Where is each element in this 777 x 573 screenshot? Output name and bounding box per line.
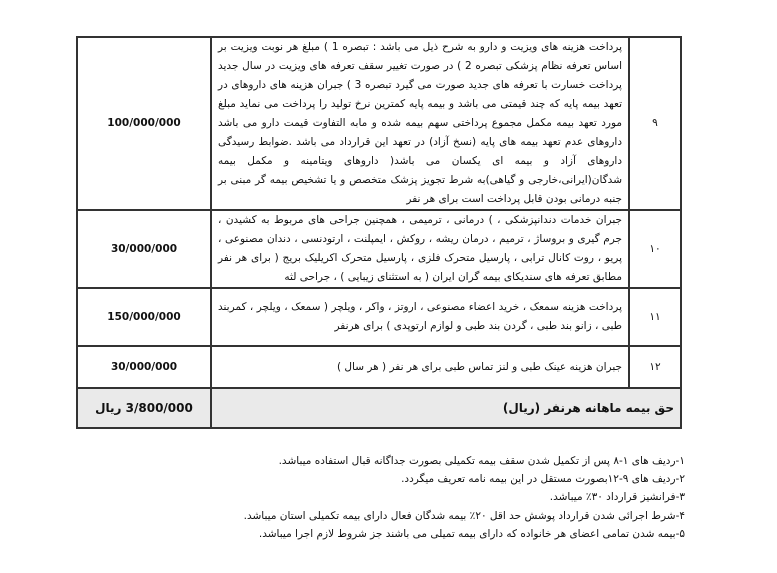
coverage-table xyxy=(76,36,682,429)
notes-list xyxy=(125,452,685,543)
table-row xyxy=(77,346,681,388)
table-row xyxy=(77,288,681,346)
row-number: ۱۲ xyxy=(629,346,681,388)
table-row xyxy=(77,37,681,210)
row-number: ۹ xyxy=(629,37,681,210)
note-item: ۱-ردیف های ۱-۸ پس از تکمیل شدن سقف بیمه تکمیلی بصورت جداگانه قبال استفاده میباشد. xyxy=(278,455,685,467)
row-amount: 150/000/000 xyxy=(77,288,211,346)
row-description: جبران هزینه عینک طبی و لنز تماس طبی برای هر نفر ( هر سال ) xyxy=(211,346,629,388)
row-number: ۱۱ xyxy=(629,288,681,346)
row-amount: 30/000/000 xyxy=(77,210,211,288)
row-amount: 30/000/000 xyxy=(77,346,211,388)
note-item: ۵-بیمه شدن تمامی اعضای هر خانواده که دارای بیمه تمیلی می باشند جز شروط لازم اجرا میباشد. xyxy=(258,527,685,540)
table-row xyxy=(77,210,681,288)
row-description: پرداخت هزینه های ویزیت و دارو به شرح ذیل می باشد : تبصره 1 ) مبلغ هر نوبت ویزیت بر اساس تعرفه نظام پزشکی تبصره 2 ) در صورت تغییر سقف تعرفه های ویزیت در سال جدید پرداخت خسارت با تعرفه های جدید صورت می گیرد تبصره 3 ) جبران هزینه های داروهای در تعهد بیمه پایه که چند قیمتی می باشد و بیمه پایه کمترین نرخ تولید را پرداخت می نماید مبلغ مورد تعهد بیمه مکمل مجموع پرداختی سهم بیمه شده و مابه التفاوت قیمت دارو می باشد داروهای عدم تعهد بیمه های پایه (نسخ آزاد) در تعهد این قرارداد می باشد .ضوابط رسیدگی داروهای آزاد و بیمه ای یکسان می باشد( داروهای ویتامینه و مکمل بیمه شدگان(ایرانی،خارجی و گیاهی)به شرط تجویز پزشک متخصص و یا تشخیص بیمه گر مبنی بر جنبه درمانی بودن قابل پرداخت است برای هر نفر xyxy=(211,37,629,210)
total-row xyxy=(77,388,681,428)
total-amount: 3/800/000 ریال xyxy=(77,388,211,428)
note-item: ۲-ردیف های ۹-۱۲بصورت مستقل در این بیمه نامه تعریف میگردد. xyxy=(401,473,685,486)
row-description: پرداخت هزینه سمعک ، خرید اعضاء مصنوعی ، اروتز ، واکر ، ویلچر ( سمعک ، ویلچر ، کمربند طبی ، زانو بند طبی ، گردن بند طبی و لوازم ارتوپدی ) برای هرنفر xyxy=(211,288,629,346)
total-label: حق بیمه ماهانه هرنفر (ریال) xyxy=(211,388,681,428)
note-item: ۳-فرانشیز قرارداد ۳۰٪ میباشد. xyxy=(549,491,685,504)
row-number: ۱۰ xyxy=(629,210,681,288)
row-amount: 100/000/000 xyxy=(77,37,211,210)
note-item: ۴-شرط اجرائی شدن قرارداد پوشش حد اقل ۲۰٪ بیمه شدگان فعال دارای بیمه تکمیلی استان میباشد. xyxy=(243,509,685,522)
row-description: جبران خدمات دندانپزشکی ، ) درمانی ، ترمیمی ، همچنین جراحی های مربوط به کشیدن ، جرم گیری و بروساژ ، ترمیم ، درمان ریشه ، روکش ، ایمپلنت ، ارتودنسی ، دندان مصنوعی ، پریو ، روت کانال ترابی ، پارسیل متحرک فلزی ، پارسیل متحرک اکریلیک بریج ( برای هر نفر مطابق تعرفه های سندیکای بیمه گران ایران ( به استثنای زیبایی ) ، جراحی لثه xyxy=(211,210,629,288)
